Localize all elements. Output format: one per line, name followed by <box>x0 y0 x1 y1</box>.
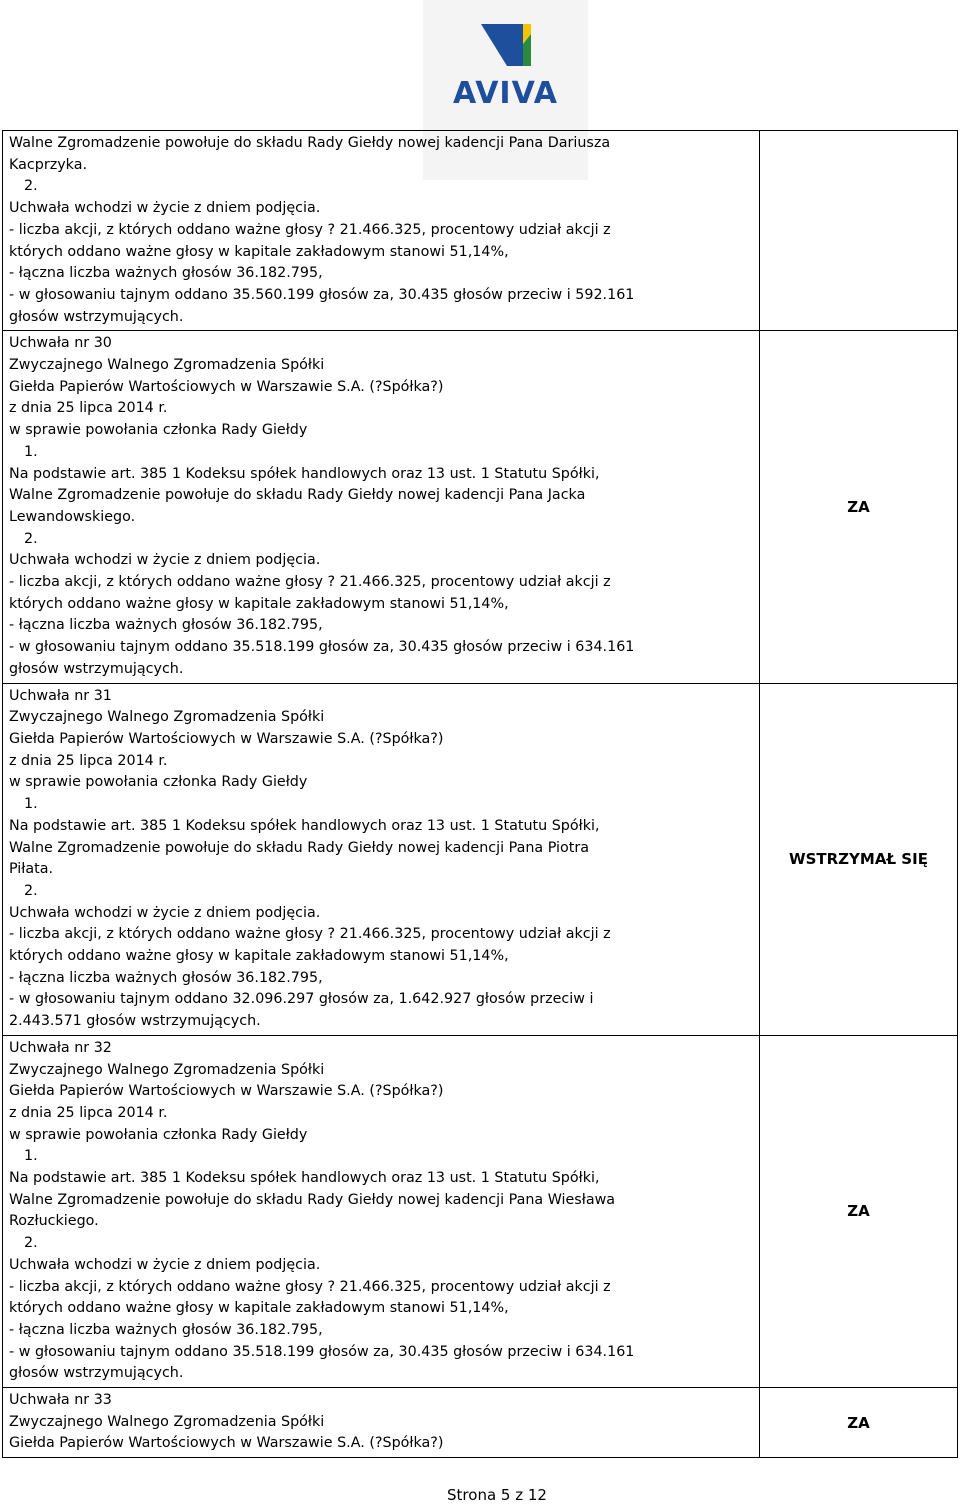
text-line: Uchwała wchodzi w życie z dniem podjęcia. <box>9 904 321 921</box>
text-line: Walne Zgromadzenie powołuje do składu Rady Giełdy nowej kadencji Pana Wiesława <box>9 1191 616 1208</box>
text-line: 2. <box>24 530 38 547</box>
text-line: Lewandowskiego. <box>9 508 136 525</box>
text-line: głosów wstrzymujących. <box>9 660 184 677</box>
text-line: - w głosowaniu tajnym oddano 35.518.199 głosów za, 30.435 głosów przeciw i 634.161 <box>9 1343 635 1360</box>
text-line: których oddano ważne głosy w kapitale zakładowym stanowi 51,14%, <box>9 243 509 260</box>
text-line: których oddano ważne głosy w kapitale zakładowym stanowi 51,14%, <box>9 595 509 612</box>
resolution-text-cell <box>3 683 760 1035</box>
resolution-row <box>3 331 958 683</box>
text-line: z dnia 25 lipca 2014 r. <box>9 1104 168 1121</box>
text-line: - liczba akcji, z których oddano ważne głosy ? 21.466.325, procentowy udział akcji z <box>9 1278 611 1295</box>
text-line: - łączna liczba ważnych głosów 36.182.795, <box>9 265 323 282</box>
text-line: 1. <box>24 1148 38 1165</box>
text-line: Zwyczajnego Walnego Zgromadzenia Spółki <box>9 709 325 726</box>
text-line: 2.443.571 głosów wstrzymujących. <box>9 1013 261 1030</box>
text-line: - w głosowaniu tajnym oddano 35.518.199 głosów za, 30.435 głosów przeciw i 634.161 <box>9 639 635 656</box>
text-line: Walne Zgromadzenie powołuje do składu Rady Giełdy nowej kadencji Pana Jacka <box>9 487 586 504</box>
text-line: Giełda Papierów Wartościowych w Warszawie S.A. (?Spółka?) <box>9 1083 444 1100</box>
text-line: - łączna liczba ważnych głosów 36.182.795, <box>9 969 323 986</box>
text-line: Na podstawie art. 385 1 Kodeksu spółek handlowych oraz 13 ust. 1 Statutu Spółki, <box>9 817 600 834</box>
text-line: - w głosowaniu tajnym oddano 35.560.199 głosów za, 30.435 głosów przeciw i 592.161 <box>9 286 635 303</box>
text-line: Uchwała nr 30 <box>9 335 112 352</box>
resolution-text-cell <box>3 131 760 331</box>
text-line: - liczba akcji, z których oddano ważne głosy ? 21.466.325, procentowy udział akcji z <box>9 574 611 591</box>
text-line: Giełda Papierów Wartościowych w Warszawie S.A. (?Spółka?) <box>9 1435 444 1452</box>
text-line: - liczba akcji, z których oddano ważne głosy ? 21.466.325, procentowy udział akcji z <box>9 221 611 238</box>
text-line: których oddano ważne głosy w kapitale zakładowym stanowi 51,14%, <box>9 948 509 965</box>
text-line: w sprawie powołania członka Rady Giełdy <box>9 422 308 439</box>
resolution-text-cell <box>3 1035 760 1387</box>
text-line: głosów wstrzymujących. <box>9 1365 184 1382</box>
text-line: Zwyczajnego Walnego Zgromadzenia Spółki <box>9 1413 325 1430</box>
vote-cell: ZA <box>760 1035 958 1387</box>
text-line: Na podstawie art. 385 1 Kodeksu spółek handlowych oraz 13 ust. 1 Statutu Spółki, <box>9 1170 600 1187</box>
text-line: z dnia 25 lipca 2014 r. <box>9 400 168 417</box>
resolution-row <box>3 683 958 1035</box>
voting-table-body <box>3 131 958 1458</box>
text-line: Walne Zgromadzenie powołuje do składu Rady Giełdy nowej kadencji Pana Piotra <box>9 839 589 856</box>
vote-cell: WSTRZYMAŁ SIĘ <box>760 683 958 1035</box>
text-line: - w głosowaniu tajnym oddano 32.096.297 głosów za, 1.642.927 głosów przeciw i <box>9 991 594 1008</box>
resolution-text-cell <box>3 331 760 683</box>
text-line: w sprawie powołania członka Rady Giełdy <box>9 774 308 791</box>
text-line: Zwyczajnego Walnego Zgromadzenia Spółki <box>9 357 325 374</box>
text-line: z dnia 25 lipca 2014 r. <box>9 752 168 769</box>
text-line: Kacprzyka. <box>9 156 87 173</box>
resolution-row <box>3 1388 958 1458</box>
text-line: - łączna liczba ważnych głosów 36.182.795, <box>9 1321 323 1338</box>
text-line: - liczba akcji, z których oddano ważne głosy ? 21.466.325, procentowy udział akcji z <box>9 926 611 943</box>
text-line: Walne Zgromadzenie powołuje do składu Rady Giełdy nowej kadencji Pana Dariusza <box>9 135 611 151</box>
text-line: 2. <box>24 882 38 899</box>
text-line: Uchwała nr 33 <box>9 1392 112 1409</box>
resolution-row <box>3 131 958 331</box>
text-line: Uchwała nr 32 <box>9 1039 112 1056</box>
text-line: Giełda Papierów Wartościowych w Warszawie S.A. (?Spółka?) <box>9 730 444 747</box>
text-line: głosów wstrzymujących. <box>9 308 184 325</box>
text-line: Rozłuckiego. <box>9 1213 99 1230</box>
resolution-text-cell <box>3 1388 760 1458</box>
resolution-row <box>3 1035 958 1387</box>
text-line: 1. <box>24 443 38 460</box>
page-number: Strona 5 z 12 <box>447 1486 547 1504</box>
vote-cell: ZA <box>760 1388 958 1458</box>
text-line: Giełda Papierów Wartościowych w Warszawie S.A. (?Spółka?) <box>9 378 444 395</box>
text-line: Uchwała wchodzi w życie z dniem podjęcia. <box>9 200 321 217</box>
text-line: w sprawie powołania członka Rady Giełdy <box>9 1126 308 1143</box>
text-line: Piłata. <box>9 861 54 878</box>
text-line: Zwyczajnego Walnego Zgromadzenia Spółki <box>9 1061 325 1078</box>
text-line: Uchwała wchodzi w życie z dniem podjęcia. <box>9 1256 321 1273</box>
vote-cell <box>760 131 958 331</box>
logo-wordmark: AVIVA <box>453 76 558 111</box>
text-line: Na podstawie art. 385 1 Kodeksu spółek handlowych oraz 13 ust. 1 Statutu Spółki, <box>9 465 600 482</box>
text-line: których oddano ważne głosy w kapitale zakładowym stanowi 51,14%, <box>9 1300 509 1317</box>
text-line: 1. <box>24 796 38 813</box>
text-line: Uchwała wchodzi w życie z dniem podjęcia. <box>9 552 321 569</box>
text-line: 2. <box>24 178 38 195</box>
text-line: - łączna liczba ważnych głosów 36.182.795, <box>9 617 323 634</box>
voting-table <box>2 130 958 1458</box>
text-line: 2. <box>24 1235 38 1252</box>
vote-cell: ZA <box>760 331 958 683</box>
text-line: Uchwała nr 31 <box>9 687 112 704</box>
